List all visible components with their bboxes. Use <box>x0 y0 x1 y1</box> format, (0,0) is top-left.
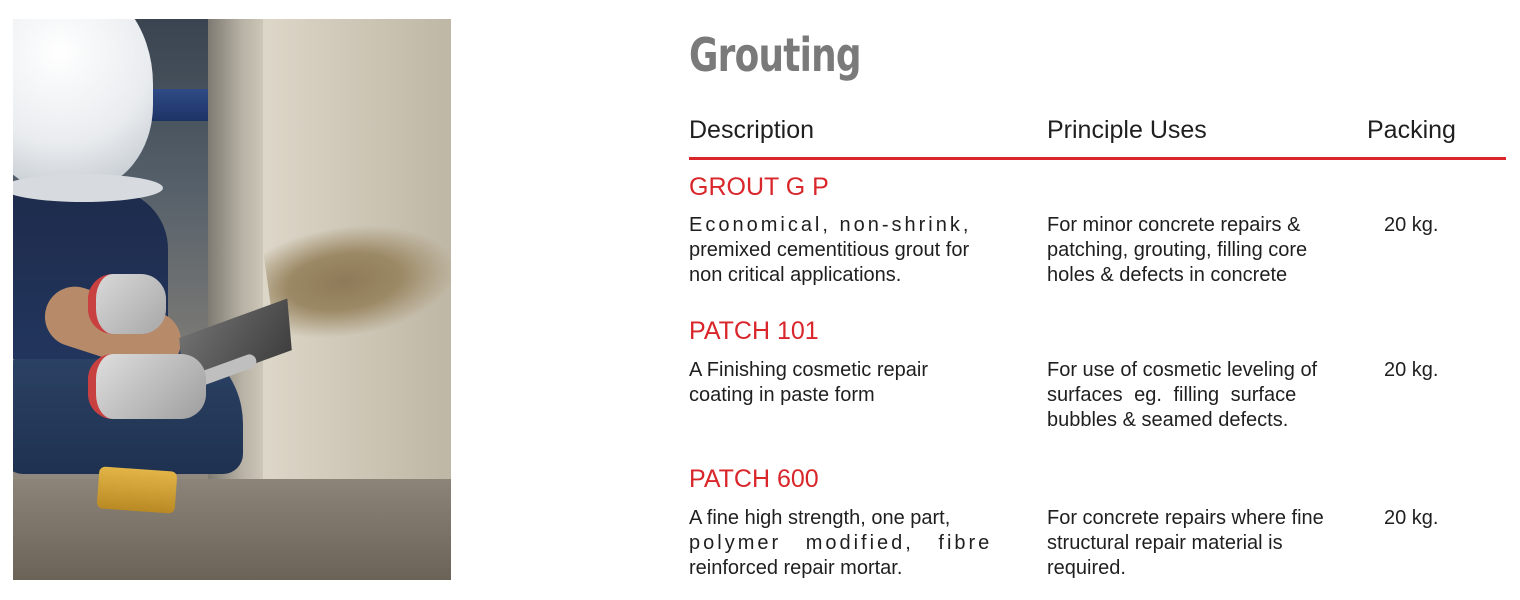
product-packing: 20 kg. <box>1384 359 1439 381</box>
product-principle-uses: For concrete repairs where fine structural repair material is required. <box>1047 507 1324 579</box>
page-title: Grouting <box>689 28 861 82</box>
product-name-patch-101: PATCH 101 <box>689 317 819 345</box>
product-packing: 20 kg. <box>1384 214 1439 236</box>
product-description: A fine high strength, one part, polymer modified, fibre reinforced repair mortar. <box>689 507 993 579</box>
product-principle-uses: For use of cosmetic leveling of surfaces eg. filling surface bubbles & seamed defects. <box>1047 359 1318 431</box>
product-principle-uses: For minor concrete repairs & patching, grouting, filling core holes & defects in concrete <box>1047 214 1308 286</box>
header-description: Description <box>689 116 815 144</box>
header-divider <box>689 157 1506 160</box>
product-description: Economical, non-shrink, premixed cementitious grout for non critical applications. <box>689 214 972 286</box>
product-packing: 20 kg. <box>1384 507 1439 529</box>
header-packing: Packing <box>1367 116 1456 144</box>
product-name-grout-gp: GROUT G P <box>689 173 829 201</box>
header-principle-uses: Principle Uses <box>1047 116 1207 144</box>
product-name-patch-600: PATCH 600 <box>689 465 819 493</box>
worker-grouting-photo <box>13 19 451 580</box>
product-description: A Finishing cosmetic repair coating in paste form <box>689 359 928 406</box>
